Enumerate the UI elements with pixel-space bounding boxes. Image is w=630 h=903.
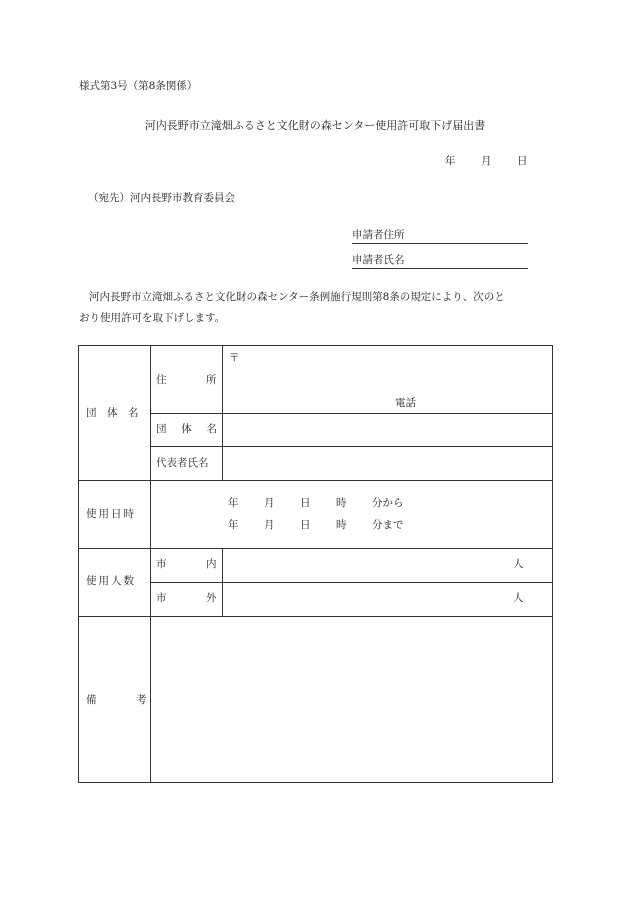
org-name-label <box>156 424 217 435</box>
form-number: 様式第3号（第8条関係） <box>79 80 198 92</box>
table-divider <box>150 346 151 616</box>
applicant-name-field[interactable] <box>352 255 528 269</box>
applicant-address-field[interactable] <box>352 230 528 244</box>
org-name-label-a: 団 <box>156 423 167 435</box>
address-label-a: 住 <box>156 374 167 386</box>
org-name-input[interactable] <box>223 414 552 445</box>
inside-city-label-b: 内 <box>206 558 217 570</box>
inside-city-unit: 人 <box>513 558 524 570</box>
datetime-to-row[interactable]: 年 月 日 時 分まで <box>228 519 404 531</box>
addressee: （宛先）河内長野市教育委員会 <box>88 192 235 204</box>
inside-city-count-input[interactable] <box>223 549 503 581</box>
remarks-input-area[interactable] <box>151 617 552 782</box>
inside-city-label-a: 市 <box>156 558 167 570</box>
date-day: 日 <box>517 155 528 167</box>
datetime-to-suffix: 分まで <box>372 519 404 531</box>
postal-mark: 〒 <box>229 352 240 364</box>
form-table <box>78 345 553 783</box>
representative-label: 代表者氏名 <box>156 457 209 469</box>
people-count-label: 使用人数 <box>86 575 136 587</box>
remarks-label-b: 考 <box>136 694 147 706</box>
outside-city-count-input[interactable] <box>223 583 503 615</box>
body-text-line-1: 河内長野市立滝畑ふるさと文化財の森センター条例施行規則第8条の規定により、次のと <box>89 291 505 303</box>
org-name-label-b: 体 <box>181 423 192 435</box>
applicant-name-label: 申請者氏名 <box>352 254 405 266</box>
outside-city-label-b: 外 <box>206 592 217 604</box>
date-year: 年 <box>445 155 456 167</box>
outside-city-label-a: 市 <box>156 592 167 604</box>
address-input-area[interactable] <box>223 347 552 412</box>
org-name-label-c: 名 <box>206 423 217 435</box>
address-label-b: 所 <box>206 374 217 386</box>
representative-input[interactable] <box>223 447 552 479</box>
datetime-from-row[interactable]: 年 月 日 時 分から <box>228 497 404 509</box>
table-divider <box>79 480 553 481</box>
document-title: 河内長野市立滝畑ふるさと文化財の森センター使用許可取下げ届出書 <box>144 119 486 132</box>
date-month: 月 <box>481 155 492 167</box>
group-section-label: 団 体 名 <box>86 407 139 419</box>
phone-label: 電話 <box>395 397 416 409</box>
body-text-line-2: おり使用許可を取下げします。 <box>79 312 226 324</box>
outside-city-unit: 人 <box>513 592 524 604</box>
datetime-label: 使用日時 <box>86 508 136 520</box>
remarks-label-a: 備 <box>86 694 97 706</box>
applicant-address-label: 申請者住所 <box>352 229 405 241</box>
datetime-from-suffix: 分から <box>372 497 404 509</box>
